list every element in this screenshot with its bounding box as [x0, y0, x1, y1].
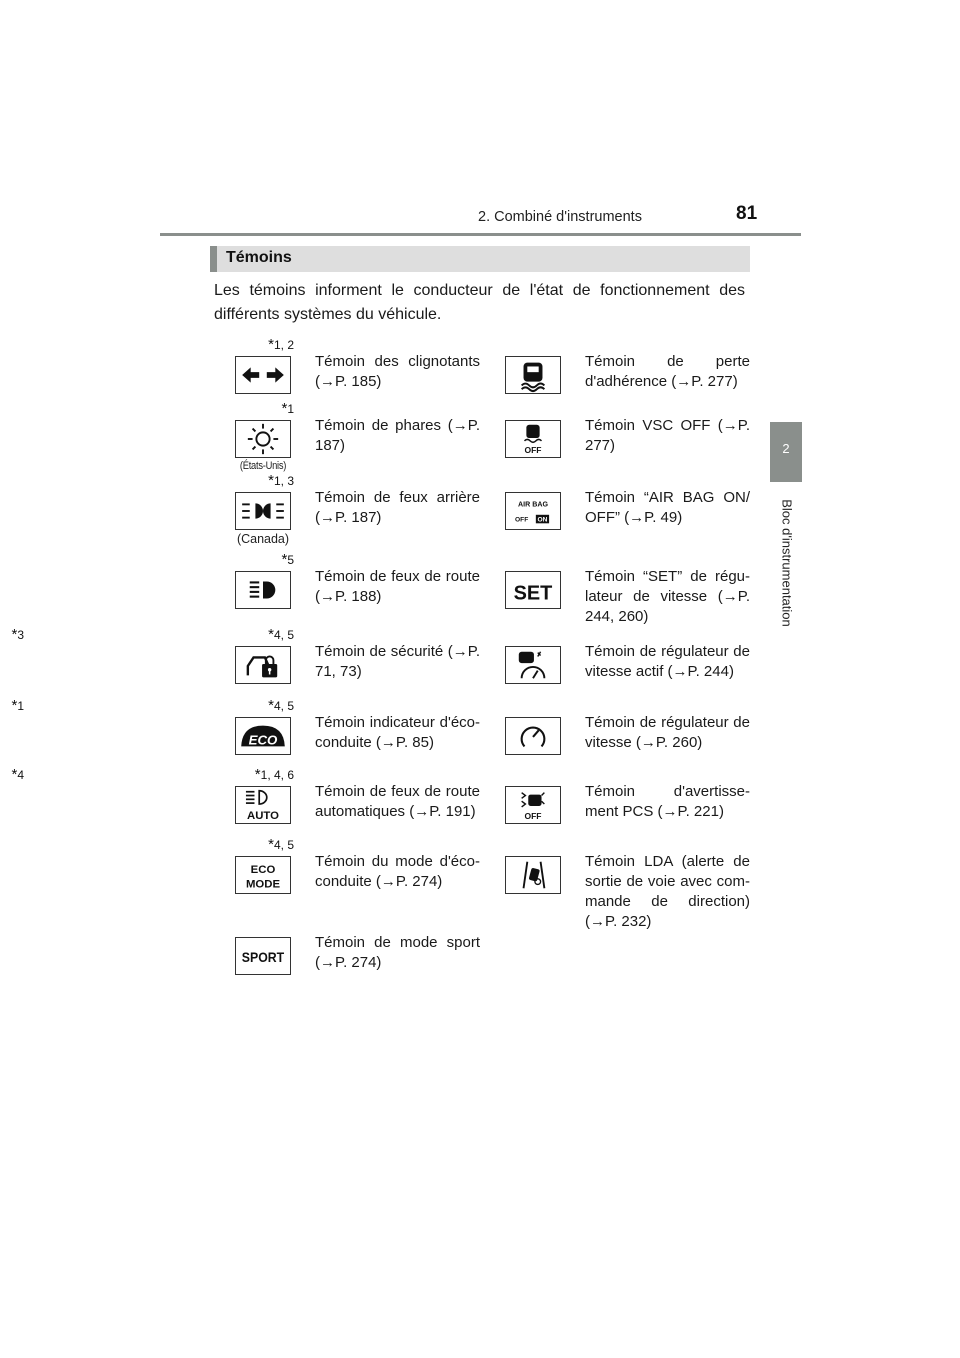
airbag-on-off-icon: [505, 492, 561, 530]
footnote-marker: *1: [281, 400, 294, 417]
side-label: [776, 488, 798, 638]
footnote-marker: *1: [11, 697, 24, 714]
set-icon: [505, 571, 561, 609]
footnote-marker: *1, 2: [268, 336, 294, 353]
high-beam-icon: [235, 571, 291, 609]
footnote-marker: *4, 5: [268, 626, 294, 643]
security-icon: [235, 646, 291, 684]
auto-high-beam-icon: [235, 786, 291, 824]
sport-mode-icon: [235, 937, 291, 975]
region-label: (Canada): [236, 532, 290, 546]
svg-text:MODE: MODE: [245, 878, 281, 891]
indicator-description: Témoin LDA (alerte de sortie de voie avec com- mande de direction) (→P. 232): [585, 853, 750, 930]
svg-text:ECO: ECO: [250, 864, 276, 877]
intro-paragraph: Les témoins informent le conducteur de l'état de fonctionnement des différents systèmes du véhicule.: [214, 282, 745, 323]
svg-text:SPORT: SPORT: [241, 949, 285, 966]
cruise-control-icon: [505, 717, 561, 755]
header-title: 2. Combiné d'instruments: [478, 209, 642, 225]
indicator-description: Témoin de phares (→P. 187): [315, 417, 480, 454]
indicator-description: Témoin “SET” de régu- lateur de vitesse (→P. 244, 260): [585, 568, 750, 625]
section-header: [210, 246, 750, 272]
indicator-description: Témoin d'avertisse- ment PCS (→P. 221): [585, 783, 750, 820]
headlight-indicator-icon: [235, 420, 291, 458]
active-cruise-icon: [505, 646, 561, 684]
header-rule: [160, 233, 801, 236]
eco-mode-icon: [235, 856, 291, 894]
footnote-marker: *4, 5: [268, 697, 294, 714]
section-title: Témoins: [226, 249, 292, 266]
footnote-marker: *4, 5: [268, 836, 294, 853]
indicator-description: Témoin de sécurité (→P. 71, 73): [315, 643, 480, 680]
svg-text:OFF: OFF: [515, 516, 529, 524]
pcs-warning-icon: [505, 786, 561, 824]
page-number: 81: [736, 203, 758, 224]
indicator-description: Témoin indicateur d'éco-conduite (→P. 85): [315, 714, 480, 751]
footnote-marker: *1, 3: [268, 472, 294, 489]
svg-text:OFF: OFF: [524, 445, 542, 456]
indicator-description: Témoin VSC OFF (→P. 277): [585, 417, 750, 454]
indicator-description: Témoin de régulateur de vitesse (→P. 260): [585, 714, 750, 751]
indicator-description: Témoin de régulateur de vitesse actif (→P. 244): [585, 643, 750, 680]
footnote-marker: *1, 4, 6: [254, 766, 294, 783]
svg-text:ON: ON: [537, 516, 548, 524]
side-tab: 2: [770, 422, 802, 482]
slip-indicator-icon: [505, 356, 561, 394]
indicator-description: Témoin “AIR BAG ON/ OFF” (→P. 49): [585, 489, 750, 526]
tail-light-icon: [235, 492, 291, 530]
svg-text:ECO: ECO: [248, 732, 278, 748]
indicator-description: Témoin de feux de route automatiques (→P. 191): [315, 783, 480, 820]
indicator-description: Témoin de perte d'adhérence (→P. 277): [585, 353, 750, 390]
footnote-marker: *4: [11, 766, 24, 783]
svg-text:AIR BAG: AIR BAG: [518, 500, 548, 509]
vsc-off-icon: [505, 420, 561, 458]
indicator-description: Témoin de feux de route (→P. 188): [315, 568, 480, 605]
indicator-description: Témoin du mode d'éco- conduite (→P. 274): [315, 853, 480, 890]
indicator-description: Témoin de feux arrière (→P. 187): [315, 489, 480, 526]
indicator-description: Témoin des clignotants (→P. 185): [315, 353, 480, 390]
footnote-marker: *3: [11, 626, 24, 643]
eco-driving-icon: [235, 717, 291, 755]
side-label-text: Bloc d'instrumentation: [779, 499, 795, 627]
svg-text:SET: SET: [513, 582, 553, 605]
svg-text:AUTO: AUTO: [247, 810, 279, 823]
region-label: (États-Unis): [239, 460, 287, 472]
turn-signal-icon: [235, 356, 291, 394]
indicator-description: Témoin de mode sport (→P. 274): [315, 934, 480, 971]
svg-text:OFF: OFF: [524, 811, 542, 822]
footnote-marker: *5: [281, 551, 294, 568]
lda-icon: [505, 856, 561, 894]
